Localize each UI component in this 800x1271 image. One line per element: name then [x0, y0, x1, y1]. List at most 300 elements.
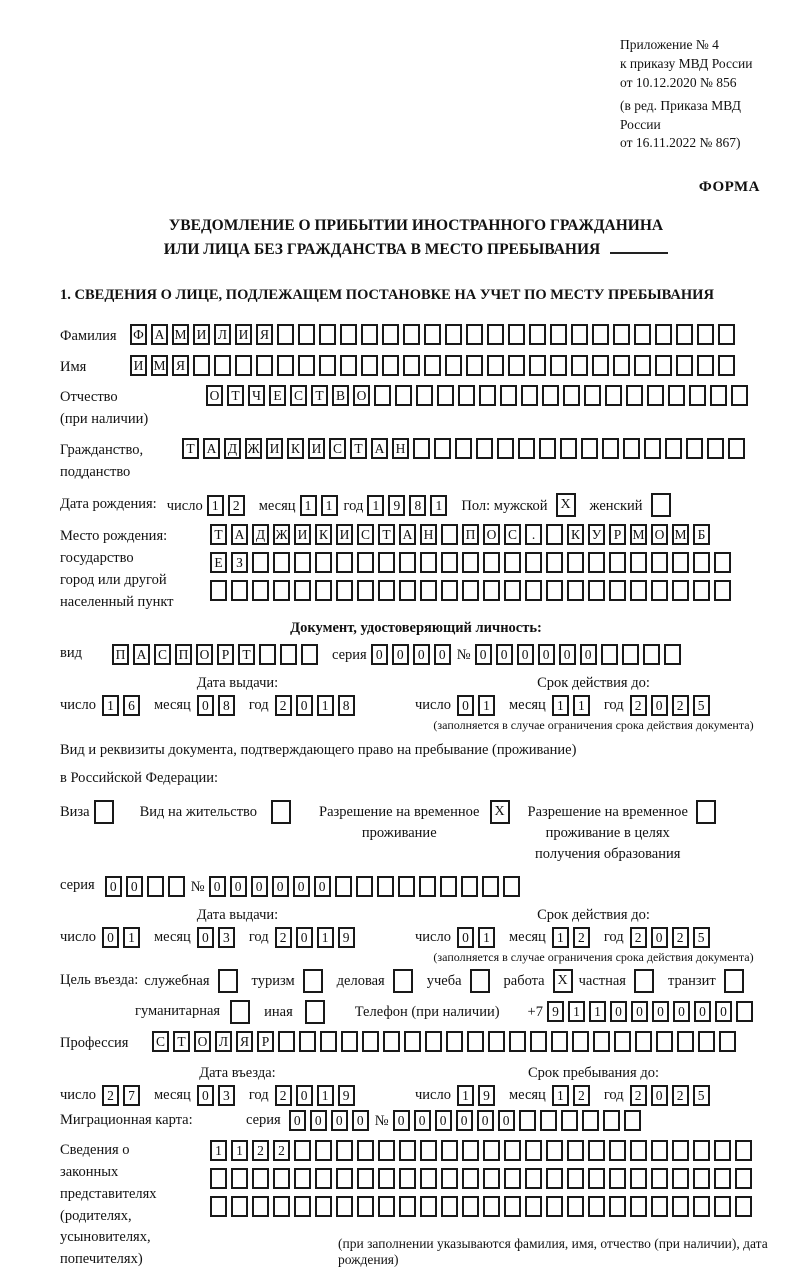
char-cell[interactable]: [693, 580, 710, 601]
char-cell[interactable]: [630, 552, 647, 573]
char-cell[interactable]: [299, 1031, 316, 1052]
char-cell[interactable]: [357, 1196, 374, 1217]
char-cell[interactable]: [718, 324, 735, 345]
char-cell[interactable]: [563, 385, 580, 406]
char-cell[interactable]: [609, 580, 626, 601]
char-cell[interactable]: [419, 876, 436, 897]
char-cell[interactable]: 0: [496, 644, 513, 665]
char-cell[interactable]: 0: [694, 1001, 711, 1022]
char-cell[interactable]: 2: [275, 1085, 292, 1106]
char-cell[interactable]: Ж: [245, 438, 262, 459]
char-cell[interactable]: [466, 324, 483, 345]
char-cell[interactable]: [592, 355, 609, 376]
char-cell[interactable]: 0: [477, 1110, 494, 1131]
char-cell[interactable]: 0: [413, 644, 430, 665]
char-cell[interactable]: [420, 580, 437, 601]
char-cell[interactable]: [483, 580, 500, 601]
char-cell[interactable]: [374, 385, 391, 406]
char-cell[interactable]: [336, 1196, 353, 1217]
char-cell[interactable]: 0: [435, 1110, 452, 1131]
purpose-delovaya-checkbox[interactable]: [393, 969, 413, 993]
char-cell[interactable]: [668, 385, 685, 406]
char-cell[interactable]: [551, 1031, 568, 1052]
char-cell[interactable]: [676, 355, 693, 376]
char-cell[interactable]: 0: [475, 644, 492, 665]
char-cell[interactable]: [315, 1196, 332, 1217]
char-cell[interactable]: [546, 1168, 563, 1189]
char-cell[interactable]: 0: [209, 876, 226, 897]
char-cell[interactable]: [588, 552, 605, 573]
char-cell[interactable]: 0: [296, 695, 313, 716]
char-cell[interactable]: [525, 552, 542, 573]
char-cell[interactable]: [377, 876, 394, 897]
char-cell[interactable]: 1: [478, 695, 495, 716]
char-cell[interactable]: А: [231, 524, 248, 545]
char-cell[interactable]: [550, 324, 567, 345]
char-cell[interactable]: [584, 385, 601, 406]
char-cell[interactable]: И: [308, 438, 325, 459]
char-cell[interactable]: [651, 1140, 668, 1161]
char-cell[interactable]: [404, 1031, 421, 1052]
char-cell[interactable]: [336, 1168, 353, 1189]
char-cell[interactable]: 1: [552, 927, 569, 948]
char-cell[interactable]: 0: [393, 1110, 410, 1131]
char-cell[interactable]: З: [231, 552, 248, 573]
char-cell[interactable]: [697, 355, 714, 376]
char-cell[interactable]: 0: [580, 644, 597, 665]
char-cell[interactable]: [294, 1196, 311, 1217]
char-cell[interactable]: [593, 1031, 610, 1052]
char-cell[interactable]: [382, 355, 399, 376]
char-cell[interactable]: [735, 1168, 752, 1189]
char-cell[interactable]: [420, 1196, 437, 1217]
char-cell[interactable]: [403, 324, 420, 345]
char-cell[interactable]: Л: [215, 1031, 232, 1052]
char-cell[interactable]: 9: [338, 927, 355, 948]
char-cell[interactable]: [624, 1110, 641, 1131]
char-cell[interactable]: А: [203, 438, 220, 459]
char-cell[interactable]: 9: [478, 1085, 495, 1106]
char-cell[interactable]: 1: [231, 1140, 248, 1161]
char-cell[interactable]: Ф: [130, 324, 147, 345]
char-cell[interactable]: [413, 438, 430, 459]
char-cell[interactable]: [378, 1168, 395, 1189]
char-cell[interactable]: [567, 1196, 584, 1217]
char-cell[interactable]: [623, 438, 640, 459]
char-cell[interactable]: К: [567, 524, 584, 545]
char-cell[interactable]: [252, 1168, 269, 1189]
char-cell[interactable]: Я: [236, 1031, 253, 1052]
char-cell[interactable]: [542, 385, 559, 406]
purpose-turizm-checkbox[interactable]: [303, 969, 323, 993]
char-cell[interactable]: [467, 1031, 484, 1052]
char-cell[interactable]: [378, 580, 395, 601]
char-cell[interactable]: 0: [197, 1085, 214, 1106]
char-cell[interactable]: [420, 552, 437, 573]
char-cell[interactable]: 0: [197, 927, 214, 948]
char-cell[interactable]: И: [336, 524, 353, 545]
char-cell[interactable]: [357, 1140, 374, 1161]
char-cell[interactable]: 0: [457, 695, 474, 716]
purpose-inaya-checkbox[interactable]: [305, 1000, 325, 1024]
char-cell[interactable]: 2: [573, 927, 590, 948]
char-cell[interactable]: Д: [252, 524, 269, 545]
char-cell[interactable]: [605, 385, 622, 406]
char-cell[interactable]: [567, 580, 584, 601]
char-cell[interactable]: 0: [392, 644, 409, 665]
char-cell[interactable]: [399, 1168, 416, 1189]
char-cell[interactable]: [488, 1031, 505, 1052]
char-cell[interactable]: О: [194, 1031, 211, 1052]
char-cell[interactable]: [707, 438, 724, 459]
char-cell[interactable]: [609, 1196, 626, 1217]
char-cell[interactable]: [340, 355, 357, 376]
char-cell[interactable]: [252, 552, 269, 573]
char-cell[interactable]: [572, 1031, 589, 1052]
char-cell[interactable]: [273, 1168, 290, 1189]
char-cell[interactable]: [672, 1168, 689, 1189]
char-cell[interactable]: [462, 1140, 479, 1161]
char-cell[interactable]: И: [266, 438, 283, 459]
char-cell[interactable]: [441, 552, 458, 573]
char-cell[interactable]: [441, 1196, 458, 1217]
char-cell[interactable]: 5: [693, 695, 710, 716]
char-cell[interactable]: [609, 1140, 626, 1161]
char-cell[interactable]: [278, 1031, 295, 1052]
char-cell[interactable]: 1: [367, 495, 384, 516]
char-cell[interactable]: [434, 438, 451, 459]
char-cell[interactable]: [500, 385, 517, 406]
char-cell[interactable]: О: [196, 644, 213, 665]
char-cell[interactable]: [378, 1140, 395, 1161]
char-cell[interactable]: Р: [217, 644, 234, 665]
char-cell[interactable]: [214, 355, 231, 376]
char-cell[interactable]: [399, 552, 416, 573]
char-cell[interactable]: О: [651, 524, 668, 545]
char-cell[interactable]: 0: [517, 644, 534, 665]
char-cell[interactable]: [378, 1196, 395, 1217]
purpose-chastnaya-checkbox[interactable]: [634, 969, 654, 993]
char-cell[interactable]: Д: [224, 438, 241, 459]
char-cell[interactable]: [298, 355, 315, 376]
char-cell[interactable]: [340, 324, 357, 345]
char-cell[interactable]: [714, 580, 731, 601]
char-cell[interactable]: Е: [210, 552, 227, 573]
char-cell[interactable]: 1: [589, 1001, 606, 1022]
char-cell[interactable]: [630, 1168, 647, 1189]
char-cell[interactable]: 3: [218, 927, 235, 948]
char-cell[interactable]: П: [175, 644, 192, 665]
char-cell[interactable]: [483, 1168, 500, 1189]
char-cell[interactable]: [362, 1031, 379, 1052]
char-cell[interactable]: О: [353, 385, 370, 406]
char-cell[interactable]: 1: [317, 927, 334, 948]
char-cell[interactable]: А: [133, 644, 150, 665]
char-cell[interactable]: [487, 355, 504, 376]
char-cell[interactable]: О: [483, 524, 500, 545]
char-cell[interactable]: 9: [338, 1085, 355, 1106]
char-cell[interactable]: [445, 324, 462, 345]
char-cell[interactable]: [361, 324, 378, 345]
sex-male-checkbox[interactable]: X: [556, 493, 576, 517]
char-cell[interactable]: [231, 1168, 248, 1189]
char-cell[interactable]: 1: [317, 695, 334, 716]
char-cell[interactable]: [567, 1168, 584, 1189]
char-cell[interactable]: 2: [252, 1140, 269, 1161]
char-cell[interactable]: [503, 876, 520, 897]
char-cell[interactable]: [210, 1168, 227, 1189]
rvp-education-checkbox[interactable]: [696, 800, 716, 824]
char-cell[interactable]: С: [504, 524, 521, 545]
char-cell[interactable]: [315, 580, 332, 601]
char-cell[interactable]: 2: [630, 927, 647, 948]
char-cell[interactable]: 0: [102, 927, 119, 948]
char-cell[interactable]: [193, 355, 210, 376]
char-cell[interactable]: [550, 355, 567, 376]
char-cell[interactable]: [336, 580, 353, 601]
char-cell[interactable]: 9: [547, 1001, 564, 1022]
char-cell[interactable]: 0: [296, 927, 313, 948]
char-cell[interactable]: Т: [238, 644, 255, 665]
char-cell[interactable]: 1: [568, 1001, 585, 1022]
char-cell[interactable]: [630, 580, 647, 601]
char-cell[interactable]: [482, 876, 499, 897]
char-cell[interactable]: [518, 438, 535, 459]
char-cell[interactable]: [416, 385, 433, 406]
char-cell[interactable]: [601, 644, 618, 665]
char-cell[interactable]: М: [172, 324, 189, 345]
char-cell[interactable]: [399, 1196, 416, 1217]
char-cell[interactable]: Е: [269, 385, 286, 406]
char-cell[interactable]: [441, 1140, 458, 1161]
char-cell[interactable]: 0: [105, 876, 122, 897]
char-cell[interactable]: [529, 324, 546, 345]
char-cell[interactable]: [603, 1110, 620, 1131]
char-cell[interactable]: А: [399, 524, 416, 545]
char-cell[interactable]: [508, 355, 525, 376]
char-cell[interactable]: [504, 1140, 521, 1161]
rvp-checkbox[interactable]: X: [490, 800, 510, 824]
char-cell[interactable]: 1: [457, 1085, 474, 1106]
char-cell[interactable]: [689, 385, 706, 406]
char-cell[interactable]: [399, 580, 416, 601]
char-cell[interactable]: 0: [251, 876, 268, 897]
char-cell[interactable]: [235, 355, 252, 376]
char-cell[interactable]: 0: [293, 876, 310, 897]
char-cell[interactable]: Р: [609, 524, 626, 545]
char-cell[interactable]: [651, 552, 668, 573]
char-cell[interactable]: [588, 1140, 605, 1161]
char-cell[interactable]: [686, 438, 703, 459]
char-cell[interactable]: 1: [478, 927, 495, 948]
char-cell[interactable]: [714, 552, 731, 573]
char-cell[interactable]: [446, 1031, 463, 1052]
char-cell[interactable]: [714, 1196, 731, 1217]
char-cell[interactable]: 0: [538, 644, 555, 665]
char-cell[interactable]: [710, 385, 727, 406]
char-cell[interactable]: [693, 1196, 710, 1217]
char-cell[interactable]: [714, 1168, 731, 1189]
char-cell[interactable]: [622, 644, 639, 665]
char-cell[interactable]: [567, 1140, 584, 1161]
char-cell[interactable]: К: [287, 438, 304, 459]
char-cell[interactable]: [651, 580, 668, 601]
char-cell[interactable]: 0: [296, 1085, 313, 1106]
char-cell[interactable]: [525, 1168, 542, 1189]
char-cell[interactable]: М: [151, 355, 168, 376]
char-cell[interactable]: 8: [338, 695, 355, 716]
char-cell[interactable]: [613, 324, 630, 345]
char-cell[interactable]: 0: [559, 644, 576, 665]
char-cell[interactable]: [294, 552, 311, 573]
char-cell[interactable]: 1: [317, 1085, 334, 1106]
char-cell[interactable]: С: [154, 644, 171, 665]
char-cell[interactable]: 0: [631, 1001, 648, 1022]
char-cell[interactable]: Л: [214, 324, 231, 345]
char-cell[interactable]: [466, 355, 483, 376]
char-cell[interactable]: [693, 1140, 710, 1161]
char-cell[interactable]: Т: [378, 524, 395, 545]
char-cell[interactable]: [546, 1140, 563, 1161]
char-cell[interactable]: 2: [275, 927, 292, 948]
char-cell[interactable]: Т: [182, 438, 199, 459]
char-cell[interactable]: [462, 1196, 479, 1217]
char-cell[interactable]: 0: [652, 1001, 669, 1022]
char-cell[interactable]: У: [588, 524, 605, 545]
char-cell[interactable]: [147, 876, 164, 897]
char-cell[interactable]: [697, 324, 714, 345]
char-cell[interactable]: [476, 438, 493, 459]
char-cell[interactable]: [719, 1031, 736, 1052]
char-cell[interactable]: 1: [552, 695, 569, 716]
char-cell[interactable]: [335, 876, 352, 897]
char-cell[interactable]: 2: [672, 695, 689, 716]
char-cell[interactable]: [445, 355, 462, 376]
char-cell[interactable]: [698, 1031, 715, 1052]
char-cell[interactable]: [664, 644, 681, 665]
char-cell[interactable]: Т: [311, 385, 328, 406]
char-cell[interactable]: [613, 355, 630, 376]
char-cell[interactable]: [588, 1196, 605, 1217]
char-cell[interactable]: [651, 1196, 668, 1217]
char-cell[interactable]: .: [525, 524, 542, 545]
char-cell[interactable]: 0: [715, 1001, 732, 1022]
char-cell[interactable]: 9: [388, 495, 405, 516]
char-cell[interactable]: [630, 1196, 647, 1217]
char-cell[interactable]: 0: [651, 927, 668, 948]
char-cell[interactable]: Ж: [273, 524, 290, 545]
char-cell[interactable]: 0: [371, 644, 388, 665]
char-cell[interactable]: [231, 580, 248, 601]
char-cell[interactable]: [634, 355, 651, 376]
char-cell[interactable]: [735, 1196, 752, 1217]
char-cell[interactable]: Т: [210, 524, 227, 545]
char-cell[interactable]: [483, 1140, 500, 1161]
char-cell[interactable]: 1: [321, 495, 338, 516]
char-cell[interactable]: [539, 438, 556, 459]
char-cell[interactable]: 0: [673, 1001, 690, 1022]
char-cell[interactable]: [294, 580, 311, 601]
char-cell[interactable]: 2: [672, 1085, 689, 1106]
char-cell[interactable]: [693, 1168, 710, 1189]
char-cell[interactable]: М: [672, 524, 689, 545]
char-cell[interactable]: Н: [420, 524, 437, 545]
char-cell[interactable]: [672, 1140, 689, 1161]
char-cell[interactable]: [519, 1110, 536, 1131]
char-cell[interactable]: [561, 1110, 578, 1131]
char-cell[interactable]: [546, 1196, 563, 1217]
char-cell[interactable]: [651, 1168, 668, 1189]
char-cell[interactable]: [571, 324, 588, 345]
char-cell[interactable]: 0: [498, 1110, 515, 1131]
char-cell[interactable]: И: [294, 524, 311, 545]
char-cell[interactable]: [315, 552, 332, 573]
char-cell[interactable]: 2: [630, 695, 647, 716]
char-cell[interactable]: [210, 580, 227, 601]
purpose-rabota-checkbox[interactable]: X: [553, 969, 573, 993]
char-cell[interactable]: С: [329, 438, 346, 459]
sex-female-checkbox[interactable]: [651, 493, 671, 517]
char-cell[interactable]: [672, 580, 689, 601]
char-cell[interactable]: [424, 324, 441, 345]
char-cell[interactable]: [525, 1196, 542, 1217]
char-cell[interactable]: 0: [456, 1110, 473, 1131]
char-cell[interactable]: [424, 355, 441, 376]
char-cell[interactable]: 0: [126, 876, 143, 897]
visa-checkbox[interactable]: [94, 800, 114, 824]
char-cell[interactable]: 0: [197, 695, 214, 716]
char-cell[interactable]: [361, 355, 378, 376]
char-cell[interactable]: [635, 1031, 652, 1052]
char-cell[interactable]: [341, 1031, 358, 1052]
char-cell[interactable]: [693, 552, 710, 573]
char-cell[interactable]: [483, 552, 500, 573]
char-cell[interactable]: [483, 1196, 500, 1217]
char-cell[interactable]: [609, 1168, 626, 1189]
char-cell[interactable]: [259, 644, 276, 665]
char-cell[interactable]: [546, 552, 563, 573]
char-cell[interactable]: 0: [289, 1110, 306, 1131]
char-cell[interactable]: [487, 324, 504, 345]
purpose-gumanitarnaya-checkbox[interactable]: [230, 1000, 250, 1024]
char-cell[interactable]: [231, 1196, 248, 1217]
char-cell[interactable]: [378, 552, 395, 573]
char-cell[interactable]: 7: [123, 1085, 140, 1106]
char-cell[interactable]: [441, 1168, 458, 1189]
char-cell[interactable]: [634, 324, 651, 345]
char-cell[interactable]: [504, 1196, 521, 1217]
char-cell[interactable]: [676, 324, 693, 345]
char-cell[interactable]: 0: [610, 1001, 627, 1022]
char-cell[interactable]: С: [290, 385, 307, 406]
char-cell[interactable]: [455, 438, 472, 459]
purpose-ucheba-checkbox[interactable]: [470, 969, 490, 993]
char-cell[interactable]: [315, 1140, 332, 1161]
char-cell[interactable]: И: [193, 324, 210, 345]
char-cell[interactable]: [462, 552, 479, 573]
char-cell[interactable]: [602, 438, 619, 459]
char-cell[interactable]: Т: [350, 438, 367, 459]
char-cell[interactable]: [294, 1168, 311, 1189]
char-cell[interactable]: А: [151, 324, 168, 345]
char-cell[interactable]: [458, 385, 475, 406]
char-cell[interactable]: 1: [552, 1085, 569, 1106]
char-cell[interactable]: 0: [331, 1110, 348, 1131]
char-cell[interactable]: [546, 524, 563, 545]
char-cell[interactable]: [504, 580, 521, 601]
char-cell[interactable]: [277, 324, 294, 345]
char-cell[interactable]: [399, 1140, 416, 1161]
